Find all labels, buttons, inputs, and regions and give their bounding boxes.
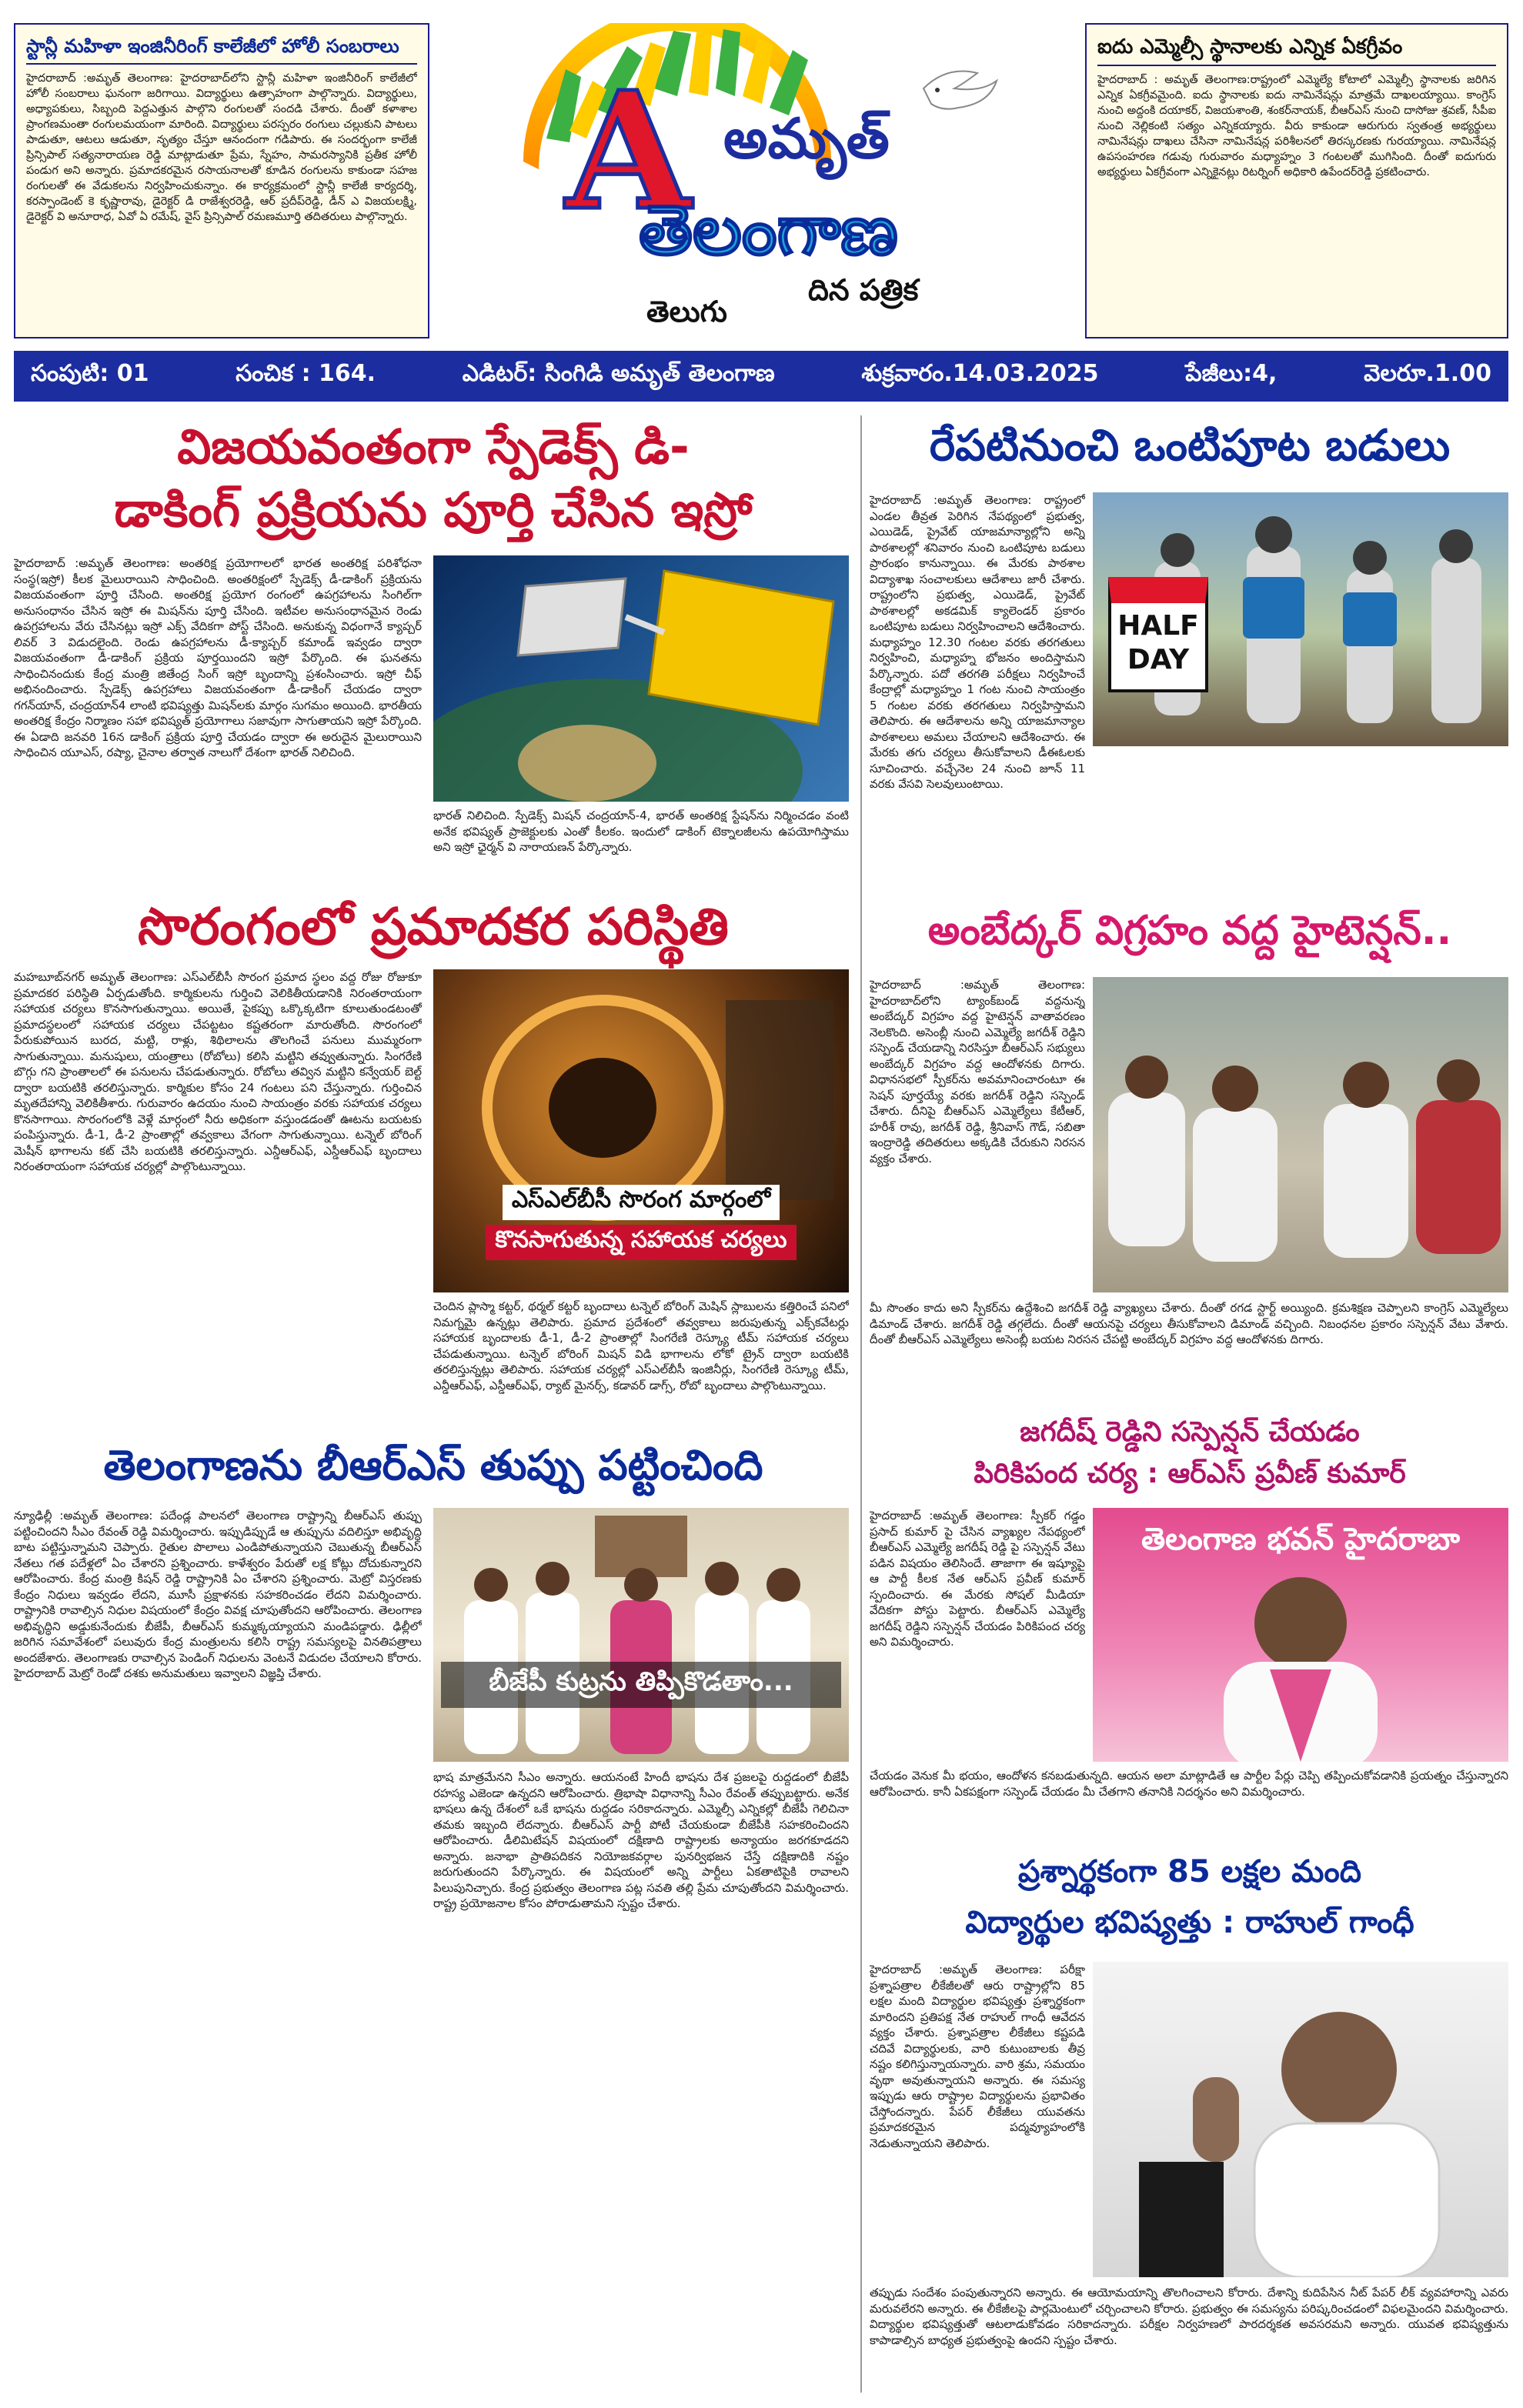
half-day-calendar-icon	[1108, 577, 1208, 692]
ambedkar-body: హైదరాబాద్ :అమృత్ తెలంగాణ: హైదరాబాద్‌లోని ట్యాంక్‌బండ్ వద్దనున్న అంబేద్కర్ విగ్రహం వద్ద హైటెన్షన్ వాతావరణం నెలకొంది. అసెంబ్లీ నుంచి ఎమ్మెల్యే జగదీశ్ రెడ్డిని సస్పెండ్ చేయడాన్ని నిరసిస్తూ బీఆర్ఎస్ సభ్యులు అంబేద్కర్ విగ్రహం వద్ద ఆందోళనకు దిగారు. విధానసభలో స్పీకర్‌ను అవమానించారంటూ ఈ సెషన్ పూర్తయ్యే వరకు జగదీశ్ రెడ్డిని సస్పెండ్ చేశారు. దీనిపై బీఆర్ఎస్ ఎమ్మెల్యేలు కేటీఆర్, హరీశ్ రావు, జగదీశ్ రెడ్డి, శ్రీనివాస్ గౌడ్, సబితా ఇంద్రారెడ్డి తదితరులు అక్కడికి చేరుకుని నిరసన వ్యక్తం చేశారు.	[870, 978, 1085, 1166]
praveen-caption: చేయడం వెనుక మీ భయం, ఆందోళన కనబడుతున్నది. ఆయన అలా మాట్లాడితే ఆ పార్టీల పేర్లు చెప్పి తప్పించుకోవడానికి ప్రయత్నం చేస్తున్నారని ఆరోపించారు. కానీ ఏకపక్షంగా సస్పెండ్ చేయడం మీ చేతగాని తనానికి నిదర్శనం అని విమర్శించారు.	[870, 1769, 1508, 1799]
brs-photo-caption: బీజేపీ కుట్రను తిప్పికొడతాం...	[441, 1662, 841, 1708]
pages-label: పేజీలు:4,	[1185, 360, 1278, 387]
halfday-photo	[1093, 492, 1508, 746]
logo-graphic	[493, 23, 1016, 331]
praveen-photo	[1093, 1508, 1508, 1762]
half-label: HALF	[1117, 610, 1199, 642]
praveen-body: హైదరాబాద్ :అమృత్ తెలంగాణ: స్పీకర్ గడ్డం ప్రసాద్ కుమార్ పై చేసిన వ్యాఖ్యల నేపథ్యంలో బీఆర్ఎస్ ఎమ్మెల్యే జగదీష్ రెడ్డి పై సస్పెన్షన్ వేటు పడిన విషయం తెలిసిందే. తాజాగా ఈ ఇష్యూపై ఆ పార్టీ కీలక నేత ఆర్ఎస్ ప్రవీణ్ కుమార్ స్పందించారు. ఈ మేరకు సోషల్ మీడియా వేదికగా పోస్టు పెట్టారు. బీఆర్ఎస్ ఎమ్మెల్యే జగదీష్ రెడ్డిని సస్పెన్షన్ చేయడం పిరికిపంద చర్య అని విమర్శించారు.	[870, 1509, 1085, 1649]
ambedkar-photo	[1093, 977, 1508, 1292]
right-box-heading: ఐదు ఎమ్మెల్సీ స్థానాలకు ఎన్నిక ఏకగ్రీవం	[1097, 34, 1496, 66]
masthead-info-bar	[14, 351, 1508, 402]
praveen-photo-banner: తెలంగాణ భవన్ హైదరాబా	[1141, 1522, 1460, 1557]
tunnel-photo-caption	[449, 1185, 833, 1260]
isro-photo	[433, 555, 849, 802]
satellite-icon	[433, 555, 849, 802]
praveen-article	[870, 1412, 1510, 1843]
praveen-headline-2: పిరికిపంద చర్య : ఆర్ఎస్ ప్రవీణ్ కుమార్	[974, 1458, 1406, 1489]
tunnel-caption-line-1: ఎస్ఎల్‌బీసీ సొరంగ మార్గంలో	[503, 1185, 780, 1220]
brs-caption: భాష మాత్రమేనని సీఎం అన్నారు. ఆయనంటే హిందీ భాషను దేశ ప్రజలపై రుద్దడంలో బీజేపీ రహస్య ఎజెండా ఉన్నదని ఆరోపించారు. త్రిభాషా విధానాన్ని సీఎం రేవంత్ తప్పుబట్టారు. అనేక భాషలు ఉన్న దేశంలో ఒకే భాషను రుద్దడం సరికాదన్నారు. ఎమ్మెల్సీ ఎన్నికల్లో బీజేపీ గెలిచినా తమకు ఇబ్బంది లేదన్నారు. బీఆర్ఎస్ పార్టీ పోటీ చేయకుండా బీజేపీకి సహకరించిందని ఆరోపించారు. డీలిమిటేషన్ విషయంలో దక్షిణాది రాష్ట్రాలకు అన్యాయం జరగకూడదని అన్నారు. జనాభా ప్రాతిపదికన నియోజకవర్గాల పునర్విభజన చేస్తే దక్షిణాదికి నష్టం జరుగుతుందని పేర్కొన్నారు. ఈ విషయంలో అన్ని పార్టీలు ఏకతాటిపైకి రావాలని పిలుపునిచ్చారు. కేంద్ర ప్రభుత్వం తెలంగాణ పట్ల సవతి తల్లి ప్రేమ చూపుతోందని విమర్శించారు. రాష్ట్ర ప్రయోజనాల కోసం పోరాడుతామని స్పష్టం చేశారు.	[433, 1770, 849, 1910]
brs-headline: తెలంగాణను బీఆర్ఎస్ తుప్పు పట్టించింది	[103, 1441, 763, 1489]
halfday-article	[870, 415, 1510, 892]
day-label: DAY	[1127, 644, 1190, 675]
left-box-body: హైదరాబాద్ :అమృత్ తెలంగాణ: హైదరాబాద్‌లోని స్టాన్లీ మహిళా ఇంజినీరింగ్ కాలేజీలో హోలీ సంబరాలు ఘనంగా జరిగాయి. విద్యార్థులు ఉత్సాహంగా పాల్గొన్నారు. విద్యార్థులు, అధ్యాపకులు, సిబ్బంది పెద్దఎత్తున పాల్గొని రంగులతో సందడి చేశారు. దీంతో కళాశాల ప్రాంగణమంతా రంగులమయంగా మారింది. విద్యార్థులు పరస్పరం రంగులు చల్లుకుని పాటలు పాడుతూ, ఆటలు ఆడుతూ, నృత్యం చేస్తూ ఆనందంగా గడిపారు. ఈ సందర్భంగా కాలేజీ ప్రిన్సిపాల్ సత్యనారాయణ రెడ్డి మాట్లాడుతూ ప్రేమ, స్నేహం, సామరస్యానికి ప్రతీక హోలీ పండుగ అని అన్నారు. ప్రమాదకరమైన రసాయనాలతో కూడిన రంగులను కాకుండా సహజ రంగులతో ఈ వేడుకలను నిర్వహించుకున్నాం. ఈ కార్యక్రమంలో స్టాన్లీ కాలేజీ కార్యదర్శి, కరస్పాండెంట్ కె కృష్ణారావు, డైరెక్టర్ డి రాజేశ్వరరెడ్డి, ఆర్ ప్రదీప్‌రెడ్డి, డీన్ ఎ విజయలక్ష్మి, డైరెక్టర్ వి అనూరాధ, ఏవో ఏ రమేష్, వైస్ ప్రిన్సిపాల్ రమణమూర్తి తదితరులు పాల్గొన్నారు.	[26, 72, 417, 223]
rahul-headline-2: విద్యార్థుల భవిష్యత్తు : రాహుల్ గాంధీ	[965, 1905, 1414, 1940]
volume-label: సంపుటి: 01	[31, 360, 149, 387]
ambedkar-article	[870, 900, 1510, 1400]
left-news-box	[14, 23, 429, 339]
logo-daily: దిన పత్రిక	[808, 273, 919, 307]
tunnel-photo	[433, 969, 849, 1292]
date-label: శుక్రవారం.14.03.2025	[861, 360, 1099, 387]
isro-headline-1: విజయవంతంగా స్పేడెక్స్ డి-	[177, 419, 690, 475]
brs-article	[14, 1431, 853, 2393]
isro-article	[14, 415, 853, 877]
price-label: వెలరూ.1.00	[1364, 360, 1491, 387]
rahul-headline-1: ప్రశ్నార్థకంగా 85 లక్షల మంది	[1018, 1854, 1361, 1889]
tunnel-body: మహబూబ్‌నగర్ అమృత్ తెలంగాణ: ఎస్ఎల్‌బీసీ సొరంగ ప్రమాద స్థలం వద్ద రోజు రోజుకూ ప్రమాదకర పరిస్థితి ఏర్పడుతోంది. కార్మికులను గుర్తించి వెలికితీయడానికి నిరంతరాయంగా సహాయక చర్యలు కొనసాగుతున్నాయి. అయితే, పైకప్పు ఒక్కొక్కటిగా కూలుతుండటంతో ప్రమాదస్థలంలో సహాయక చర్యలు చేపట్టటం కష్టతరంగా మారుతోంది. సొరంగంలో పేరుకుపోయిన బురద, మట్టి, రాళ్లు, శిథిలాలను తొలగించే పనులు ముమ్మరంగా సాగుతున్నాయి. మనుషులు, యంత్రాలు (రోబోలు) కలిసి మట్టిని తవ్వుతున్నారు. సింగరేణి బొగ్గు గని ప్రాంతాలలో ఈ పనులను చేపడుతున్నారు. రోబోలు తవ్విన మట్టిని కన్వేయర్ బెల్ట్ ద్వారా బయటికి తరలిస్తున్నారు. కార్మికుల కోసం 24 గంటలు పని చేస్తున్నారు. గుర్తించిన మృతదేహాన్ని వెలికితీశారు. గురువారం ఉదయం నుంచి సాయంత్రం వరకు సహాయక చర్యలు కొనసాగాయి. సొరంగంలోకి వెళ్లే మార్గంలో నీరు అధికంగా వస్తుండడంతో ఊటను బయటకు పంపిస్తున్నారు. డీ-1, డీ-2 ప్రాంతాల్లో తవ్వకాలు వేగంగా సాగుతున్నాయి. టన్నెల్ బోరింగ్ మెషీన్ భాగాలను కట్ చేసి బయటికి తరలిస్తున్నారు. ఎన్డీఆర్ఎఫ్, ఎస్డీఆర్ఎఫ్ బృందాలు నిరంతరాయంగా సహాయక చర్యల్లో పాల్గొంటున్నాయి.	[14, 970, 422, 1173]
isro-headline-2: డాకింగ్ ప్రక్రియను పూర్తి చేసిన ఇస్రో	[114, 482, 753, 538]
logo-lang: తెలుగు	[646, 295, 727, 329]
rahul-caption: తప్పుడు సందేశం పంపుతున్నారని అన్నారు. ఈ ఆయోమయాన్ని తొలగించాలని కోరారు. దేశాన్ని కుదిపేసిన నీట్ పేపర్ లీక్ వ్యవహారాన్ని ఎవరు మరువలేరని అన్నారు. ఈ లీకేజీలపై పార్లమెంటులో చర్చించాలని కోరారు. ప్రభుత్వం ఈ సమస్యను పరిష్కరించడంలో విఫలమైందని విమర్శించారు. విద్యార్థుల భవిష్యత్తుతో ఆటలాడుకోవడం సరికాదన్నారు. పరీక్షల నిర్వహణలో పారదర్శకత అవసరమని అన్నారు. యువత భవిష్యత్తును కాపాడాల్సిన బాధ్యత ప్రభుత్వంపై ఉందని స్పష్టం చేశారు.	[870, 2286, 1508, 2347]
ambedkar-headline: అంబేద్కర్ విగ్రహం వద్ద హైటెన్షన్..	[927, 908, 1452, 954]
isro-caption: భారత్ నిలిచింది. స్పేడెక్స్ మిషన్ చంద్రయాన్-4, భారత్ అంతరిక్ష స్టేషన్‌ను నిర్మించడం వంటి అనేక భవిష్యత్ ప్రాజెక్టులకు ఎంతో కీలకం. ఇందులో డాకింగ్ టెక్నాలజీలను ఉపయోగిస్తాము అని ఇస్రో ఛైర్మన్ వి నారాయణన్ పేర్కొన్నారు.	[433, 809, 849, 854]
rahul-portrait-icon	[1093, 1962, 1508, 2277]
editor-label: ఎడిటర్: సింగిడి అమృత్ తెలంగాణ	[462, 360, 775, 387]
right-news-box	[1085, 23, 1508, 339]
protest-icon	[1093, 977, 1508, 1292]
masthead-logo	[493, 23, 1016, 331]
issue-label: సంచిక : 164.	[235, 360, 376, 387]
brs-body: న్యూఢిల్లీ :అమృత్ తెలంగాణ: పదేండ్ల పాలనలో తెలంగాణ రాష్ట్రాన్ని బీఆర్ఎస్ తుప్పు పట్టించిందని సీఎం రేవంత్ రెడ్డి విమర్శించారు. ఇప్పుడిప్పుడే ఆ తుప్పును వదిలిస్తూ అభివృద్ధి బాట పట్టిస్తున్నామని చెప్పారు. రైతుల పొలాలు ఎండిపోతున్నాయని చెబుతున్న బీఆర్ఎస్ నేతలు గత పదేళ్లలో ఏం చేశారని ప్రశ్నించారు. కాళేశ్వరం పేరుతో లక్ష కోట్లు దోచుకున్నారని ఆరోపించారు. కేంద్ర మంత్రి కిషన్ రెడ్డి రాష్ట్రానికి ఏం చేశారని ప్రశ్నించారు. మెట్రో విస్తరణకు కేంద్రం నిధులు ఇవ్వడం లేదని, మూసీ ప్రక్షాళనకు సహకరించడం లేదని విమర్శించారు. రాష్ట్రానికి రావాల్సిన నిధుల విషయంలో కేంద్రం వివక్ష చూపుతోందని ఆరోపించారు. తెలంగాణ అభివృద్ధిని అడ్డుకునేందుకు బీజేపీ, బీఆర్ఎస్ కుమ్మక్కయ్యాయని మండిపడ్డారు. ఢిల్లీలో జరిగిన సమావేశంలో పలువురు కేంద్ర మంత్రులను కలిసి రాష్ట్ర సమస్యలపై వినతిపత్రాలు అందజేశారు. తెలంగాణకు రావాల్సిన పెండింగ్ నిధులను వెంటనే విడుదల చేయాలని కోరారు. హైదరాబాద్ మెట్రో రెండో దశకు అనుమతులు ఇవ్వాలని విజ్ఞప్తి చేశారు.	[14, 1509, 422, 1680]
left-box-heading: స్టాన్లీ మహిళా ఇంజినీరింగ్ కాలేజీలో హోలీ సంబరాలు	[26, 34, 417, 65]
rahul-photo	[1093, 1962, 1508, 2277]
dove-icon	[923, 72, 997, 109]
column-divider	[860, 415, 862, 2393]
right-box-body: హైదరాబాద్ : అమృత్ తెలంగాణ:రాష్ట్రంలో ఎమ్మెల్యే కోటాలో ఎమ్మెల్సీ స్థానాలకు జరిగిన ఎన్నిక ఏకగ్రీవమైంది. ఐదు స్థానాలకు ఐదు నామినేషన్లు మాత్రమే దాఖలయ్యాయి. కాంగ్రెస్ నుంచి అద్దంకి దయాకర్, విజయశాంతి, శంకర్‌నాయక్, బీఆర్ఎస్ నుంచి దాసోజు శ్రవణ్, సీపీఐ నుంచి నెల్లికంటి సత్యం ఎన్నికయ్యారు. వీరు కాకుండా ఆరుగురు స్వతంత్ర అభ్యర్థులు నామినేషన్లు దాఖలు చేసినా నామినేషన్ల పరిశీలనలో తిరస్కరణకు గురయ్యాయి. నామినేషన్ల ఉపసంహరణ గడువు గురువారం మధ్యాహ్నం 3 గంటలతో ముగిసింది. దీంతో ఐదుగురు అభ్యర్థులు ఏకగ్రీవంగా ఎన్నికైనట్లు రిటర్నింగ్ అధికారి ఉపేందర్‌రెడ్డి ప్రకటించారు.	[1097, 74, 1496, 178]
halfday-headline: రేపటినుంచి ఒంటిపూట బడులు	[929, 421, 1451, 471]
tunnel-caption: చెందిన ప్లాస్మా కట్టర్, థర్మల్ కట్టర్ బృందాలు టన్నెల్ బోరింగ్ మెషిన్ స్లాబులను కత్తిరించే పనిలో నిమగ్నమై ఉన్నట్లు తెలిపారు. ప్రమాద ప్రదేశంలో తవ్వకాలు జరుపుతున్న ఎక్స్‌కవేటర్లు సహాయక బృందాలకు డీ-1, డీ-2 ప్రాంతాల్లో సింగరేణి రెస్క్యూ టీమ్ సహాయక చర్యలు చేపడుతున్నాయి. టన్నెల్ బోరింగ్ మిషన్ విడి భాగాలను లోకో ట్రైన్ ద్వారా బయటికి తరలిస్తున్నట్లు తెలిపారు. సహాయక చర్యల్లో ఎస్ఎల్‌బీసీ ఇంజినీర్లు, సింగరేణి రెస్క్యూ టీమ్, ఎన్డీఆర్ఎఫ్, ఎస్డీఆర్ఎఫ్, ర్యాట్ మైనర్స్, కడావర్ డాగ్స్, రోబో బృందాలు పాల్గొంటున్నాయి.	[433, 1299, 849, 1392]
logo-title-main: అమృత్	[723, 106, 890, 171]
tunnel-headline: సొరంగంలో ప్రమాదకర పరిస్థితి	[138, 897, 729, 956]
tunnel-caption-line-2: కొనసాగుతున్న సహాయక చర్యలు	[486, 1225, 796, 1260]
rahul-article	[870, 1846, 1510, 2393]
isro-body: హైదరాబాద్ :అమృత్ తెలంగాణ: అంతరిక్ష ప్రయోగాలలో భారత అంతరిక్ష పరిశోధనా సంస్థ(ఇస్రో) కీలక మైలురాయిని సాధించింది. అంతరిక్షంలో స్పేడెక్స్ డీ-డాకింగ్ ప్రక్రియను విజయవంతంగా పూర్తి చేసింది. అంతరిక్ష ప్రయోగ రంగంలో ఉపగ్రహాలను సింగిల్‌గా అనుసంధానం చేసిన ఇస్రో ఈ మిషన్‌ను పూర్తి చేసింది. ఇటీవల అనుసంధానమైన రెండు ఉపగ్రహాలను వేరు చేసినట్లు ఇస్రో ఎక్స్ వేదికగా పోస్ట్ చేసింది. అనుకున్న విధంగానే క్యాప్చర్ లివర్ 3 విడుదలైంది. రెండు ఉపగ్రహాలను డీ-క్యాప్చర్ కమాండ్ ఇవ్వడం ద్వారా విజయవంతంగా డీ-డాకింగ్ ప్రక్రియ పూర్తయిందని ఇస్రో పేర్కొంది. ఈ ఘనతను సాధించినందుకు కేంద్ర మంత్రి జితేంద్ర సింగ్ ఇస్రో బృందాన్ని ప్రశంసించారు. ఇస్రో చీఫ్ అభినందించారు. స్పేడెక్స్ ఉపగ్రహాలు విజయవంతంగా డీ-డాకింగ్ చేయడం ద్వారా గగన్‌యాన్, చంద్రయాన్4 లాంటి భవిష్యత్తు మిషన్‌లకు మార్గం సుగమం అయింది. భారతీయ అంతరిక్ష కేంద్రం నిర్మాణం సహా భవిష్యత్ ప్రయోగాలు సజావుగా సాగుతాయని ఇస్రో పేర్కొంది. ఈ ఏడాది జనవరి 16న డాకింగ్ ప్రక్రియ పూర్తి చేయడం ద్వారా ఈ అరుదైన మైలురాయిని సాధించిన యూఎస్, రష్యా, చైనాల తర్వాత నాలుగో దేశంగా భారత్ నిలిచింది.	[14, 556, 422, 759]
logo-title-sub: తెలంగాణ	[639, 190, 898, 271]
rahul-body: హైదరాబాద్ :అమృత్ తెలంగాణ: పరీక్షా ప్రశ్నాపత్రాల లీకేజీలతో ఆరు రాష్ట్రాల్లోని 85 లక్షల మంది విద్యార్థుల భవిష్యత్తు ప్రశ్నార్థకంగా మారిందని ప్రతిపక్ష నేత రాహుల్ గాంధీ ఆవేదన వ్యక్తం చేశారు. ప్రశ్నాపత్రాల లీకేజీలు కష్టపడి చదివే విద్యార్థులకు, వారి కుటుంబాలకు తీవ్ర నష్టం కలిగిస్తున్నాయన్నారు. వారి శ్రమ, సమయం వృథా అవుతున్నాయని అన్నారు. ఈ సమస్య ఇప్పుడు ఆరు రాష్ట్రాల విద్యార్థులను ప్రభావితం చేస్తోందన్నారు. పేపర్ లీకేజీలు యువతను ప్రమాదకరమైన పద్మవ్యూహంలోకి నెడుతున్నాయని తెలిపారు.	[870, 1963, 1085, 2150]
brs-photo	[433, 1508, 849, 1762]
ambedkar-caption: మీ సొంతం కాదు అని స్పీకర్‌ను ఉద్దేశించి జగదీశ్ రెడ్డి వ్యాఖ్యలు చేశారు. దీంతో రగడ స్టార్ట్ అయ్యింది. క్రమశిక్షణ చెప్పాలని కాంగ్రెస్ ఎమ్మెల్యేలు డిమాండ్ చేశారు. జగదీశ్ రెడ్డి తగ్గలేదు. దీంతో ఆయనపై చర్యలు తీసుకోవాలని డిమాండ్ వచ్చింది. నిబంధనల ప్రకారం సస్పెన్షన్ వేటు వేశారు. దీంతో బీఆర్ఎస్ ఎమ్మెల్యేలు అసెంబ్లీ బయట నిరసన చేపట్టి అంబేద్కర్ విగ్రహం వద్ద ఆందోళనకు దిగారు.	[870, 1301, 1508, 1346]
meeting-icon	[433, 1508, 849, 1762]
halfday-body: హైదరాబాద్ :అమృత్ తెలంగాణ: రాష్ట్రంలో ఎండల తీవ్రత పెరిగిన నేపథ్యంలో ప్రభుత్వ, ఎయిడెడ్, ప్రైవేట్ యాజమాన్యాల్లోని అన్ని పాఠశాలల్లో శనివారం నుంచి ఒంటిపూట బడులు ప్రారంభం కానున్నాయి. ఈ మేరకు పాఠశాల విద్యాశాఖ సంచాలకులు ఆదేశాలు జారీ చేశారు. రాష్ట్రంలోని ప్రభుత్వ, ఎయిడెడ్, ప్రైవేట్ పాఠశాలల్లో అకడమిక్ క్యాలెండర్ ప్రకారం ఒంటిపూట బడులు నిర్వహించాలని ఆదేశించారు. మధ్యాహ్నం 12.30 గంటల వరకు తరగతులు నిర్వహించి, మధ్యాహ్న భోజనం అందిస్తామని పేర్కొన్నారు. పదో తరగతి పరీక్షలు నిర్వహించే కేంద్రాల్లో మధ్యాహ్నం 1 గంట నుంచి సాయంత్రం 5 గంటల వరకు తరగతులు నిర్వహిస్తామని తెలిపారు. ఈ ఆదేశాలను అన్ని యాజమాన్యాల పాఠశాలలు అమలు చేయాలని ఆదేశించారు. ఈ మేరకు తగు చర్యలు తీసుకోవాలని డీఈఓలకు సూచించారు. వచ్చేనెల 24 నుంచి జూన్ 11 వరకు వేసవి సెలవులుంటాయి.	[870, 493, 1085, 791]
praveen-headline-1: జగదీష్ రెడ్డిని సస్పెన్షన్ చేయడం	[1020, 1416, 1360, 1448]
tunnel-article	[14, 892, 853, 1431]
svg-text:A: A	[566, 56, 691, 246]
